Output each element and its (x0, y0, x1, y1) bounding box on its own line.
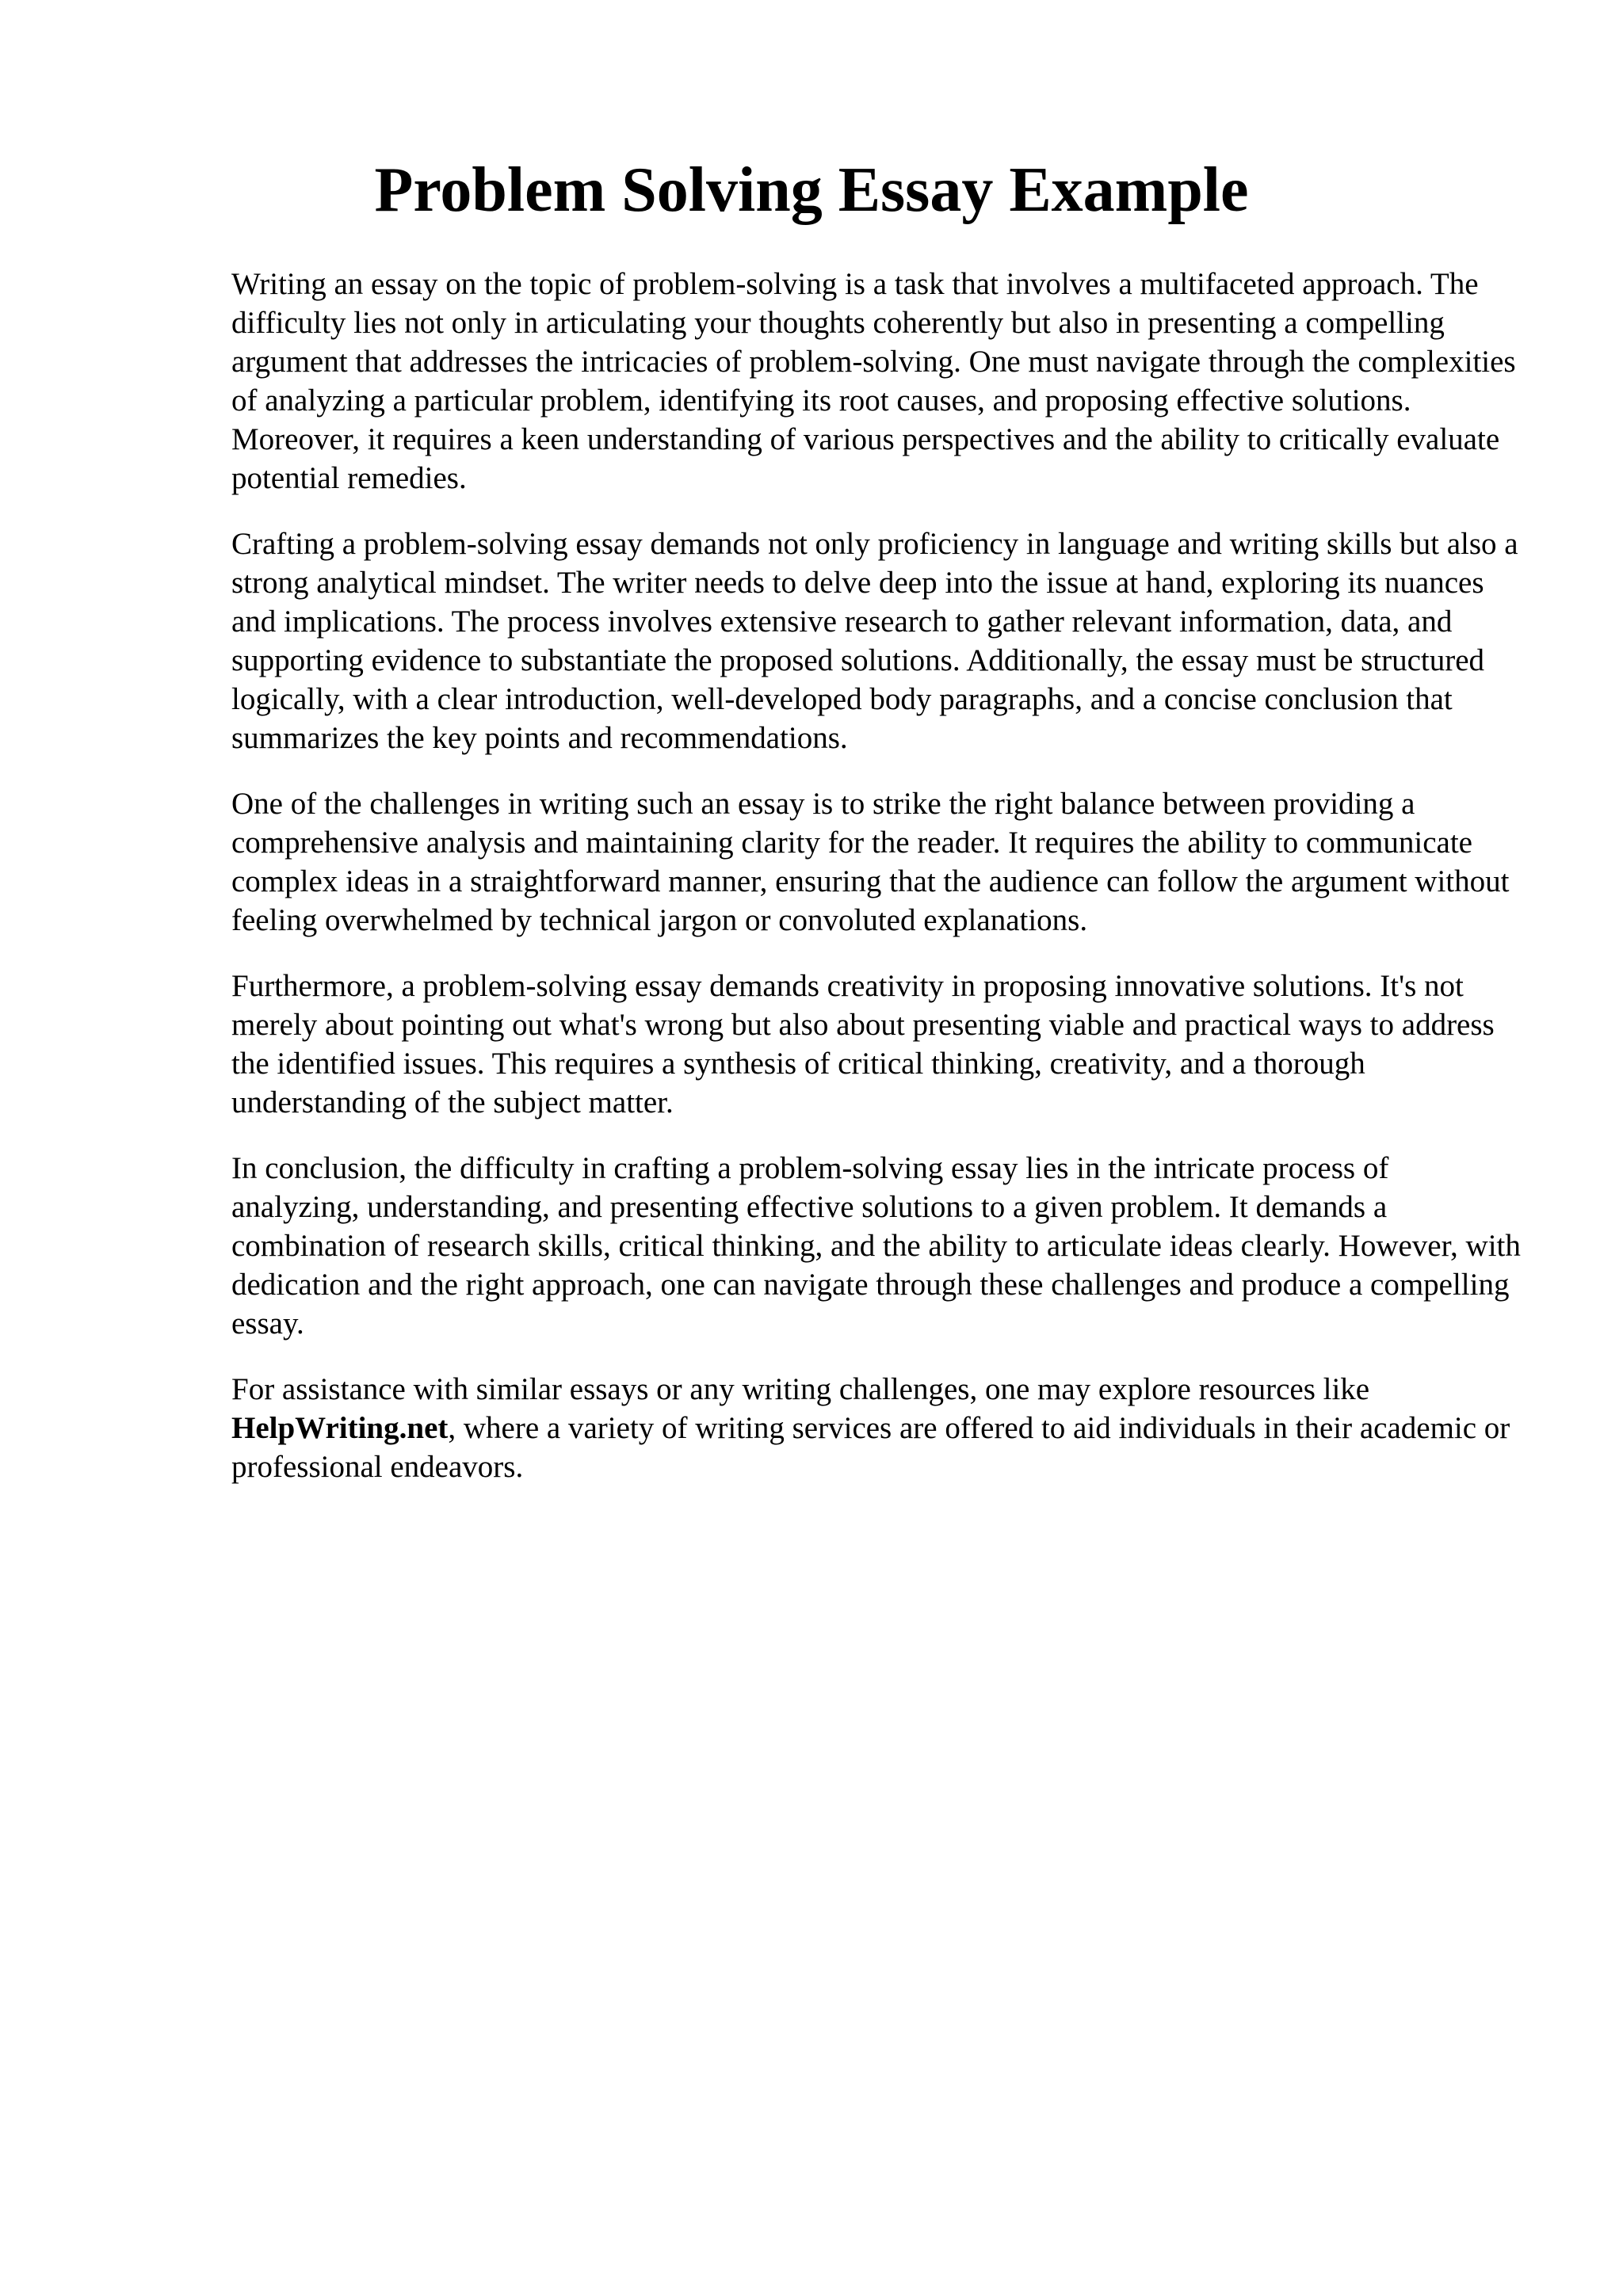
helpwriting-site-name: HelpWriting.net (231, 1411, 449, 1445)
essay-body (231, 265, 1523, 1513)
paragraph-3: One of the challenges in writing such an essay is to strike the right balance between providing a comprehensive analysis and maintaining clarity for the reader. It requires the ability to communicate complex ideas in a straightforward manner, ensuring that the audience can follow the argument without feeling overwhelmed by technical jargon or convoluted explanations. (231, 787, 1510, 937)
page-title: Problem Solving Essay Example (374, 155, 1249, 225)
paragraph-1: Writing an essay on the topic of problem-solving is a task that involves a multifaceted approach. The difficulty lies not only in articulating your thoughts coherently but also in presenting a compelling argument that addresses the intricacies of problem-solving. One must navigate through the complexities of analyzing a particular problem, identifying its root causes, and proposing effective solutions. Moreover, it requires a keen understanding of various perspectives and the ability to critically evaluate potential remedies. (231, 267, 1516, 495)
paragraph-6-intro: For assistance with similar essays or any writing challenges, one may explore resources like (231, 1372, 1370, 1406)
paragraph-5: In conclusion, the difficulty in crafting a problem-solving essay lies in the intricate process of analyzing, understanding, and presenting effective solutions to a given problem. It demands a combination of research skills, critical thinking, and the ability to articulate ideas clearly. However, with dedication and the right approach, one can navigate through these challenges and produce a compelling essay. (231, 1151, 1521, 1341)
paragraph-6-rest: , where a variety of writing services are offered to aid individuals in their academic or professional endeavors. (231, 1411, 1510, 1484)
paragraph-6 (231, 1370, 1523, 1486)
paragraph-2: Crafting a problem-solving essay demands not only proficiency in language and writing skills but also a strong analytical mindset. The writer needs to delve deep into the issue at hand, exploring its nuances and implications. The process involves extensive research to gather relevant information, data, and supporting evidence to substantiate the proposed solutions. Additionally, the essay must be structured logically, with a clear introduction, well-developed body paragraphs, and a concise conclusion that summarizes the key points and recommendations. (231, 527, 1518, 755)
paragraph-4: Furthermore, a problem-solving essay demands creativity in proposing innovative solutions. It's not merely about pointing out what's wrong but also about presenting viable and practical ways to address the identified issues. This requires a synthesis of critical thinking, creativity, and a thorough understanding of the subject matter. (231, 969, 1495, 1119)
